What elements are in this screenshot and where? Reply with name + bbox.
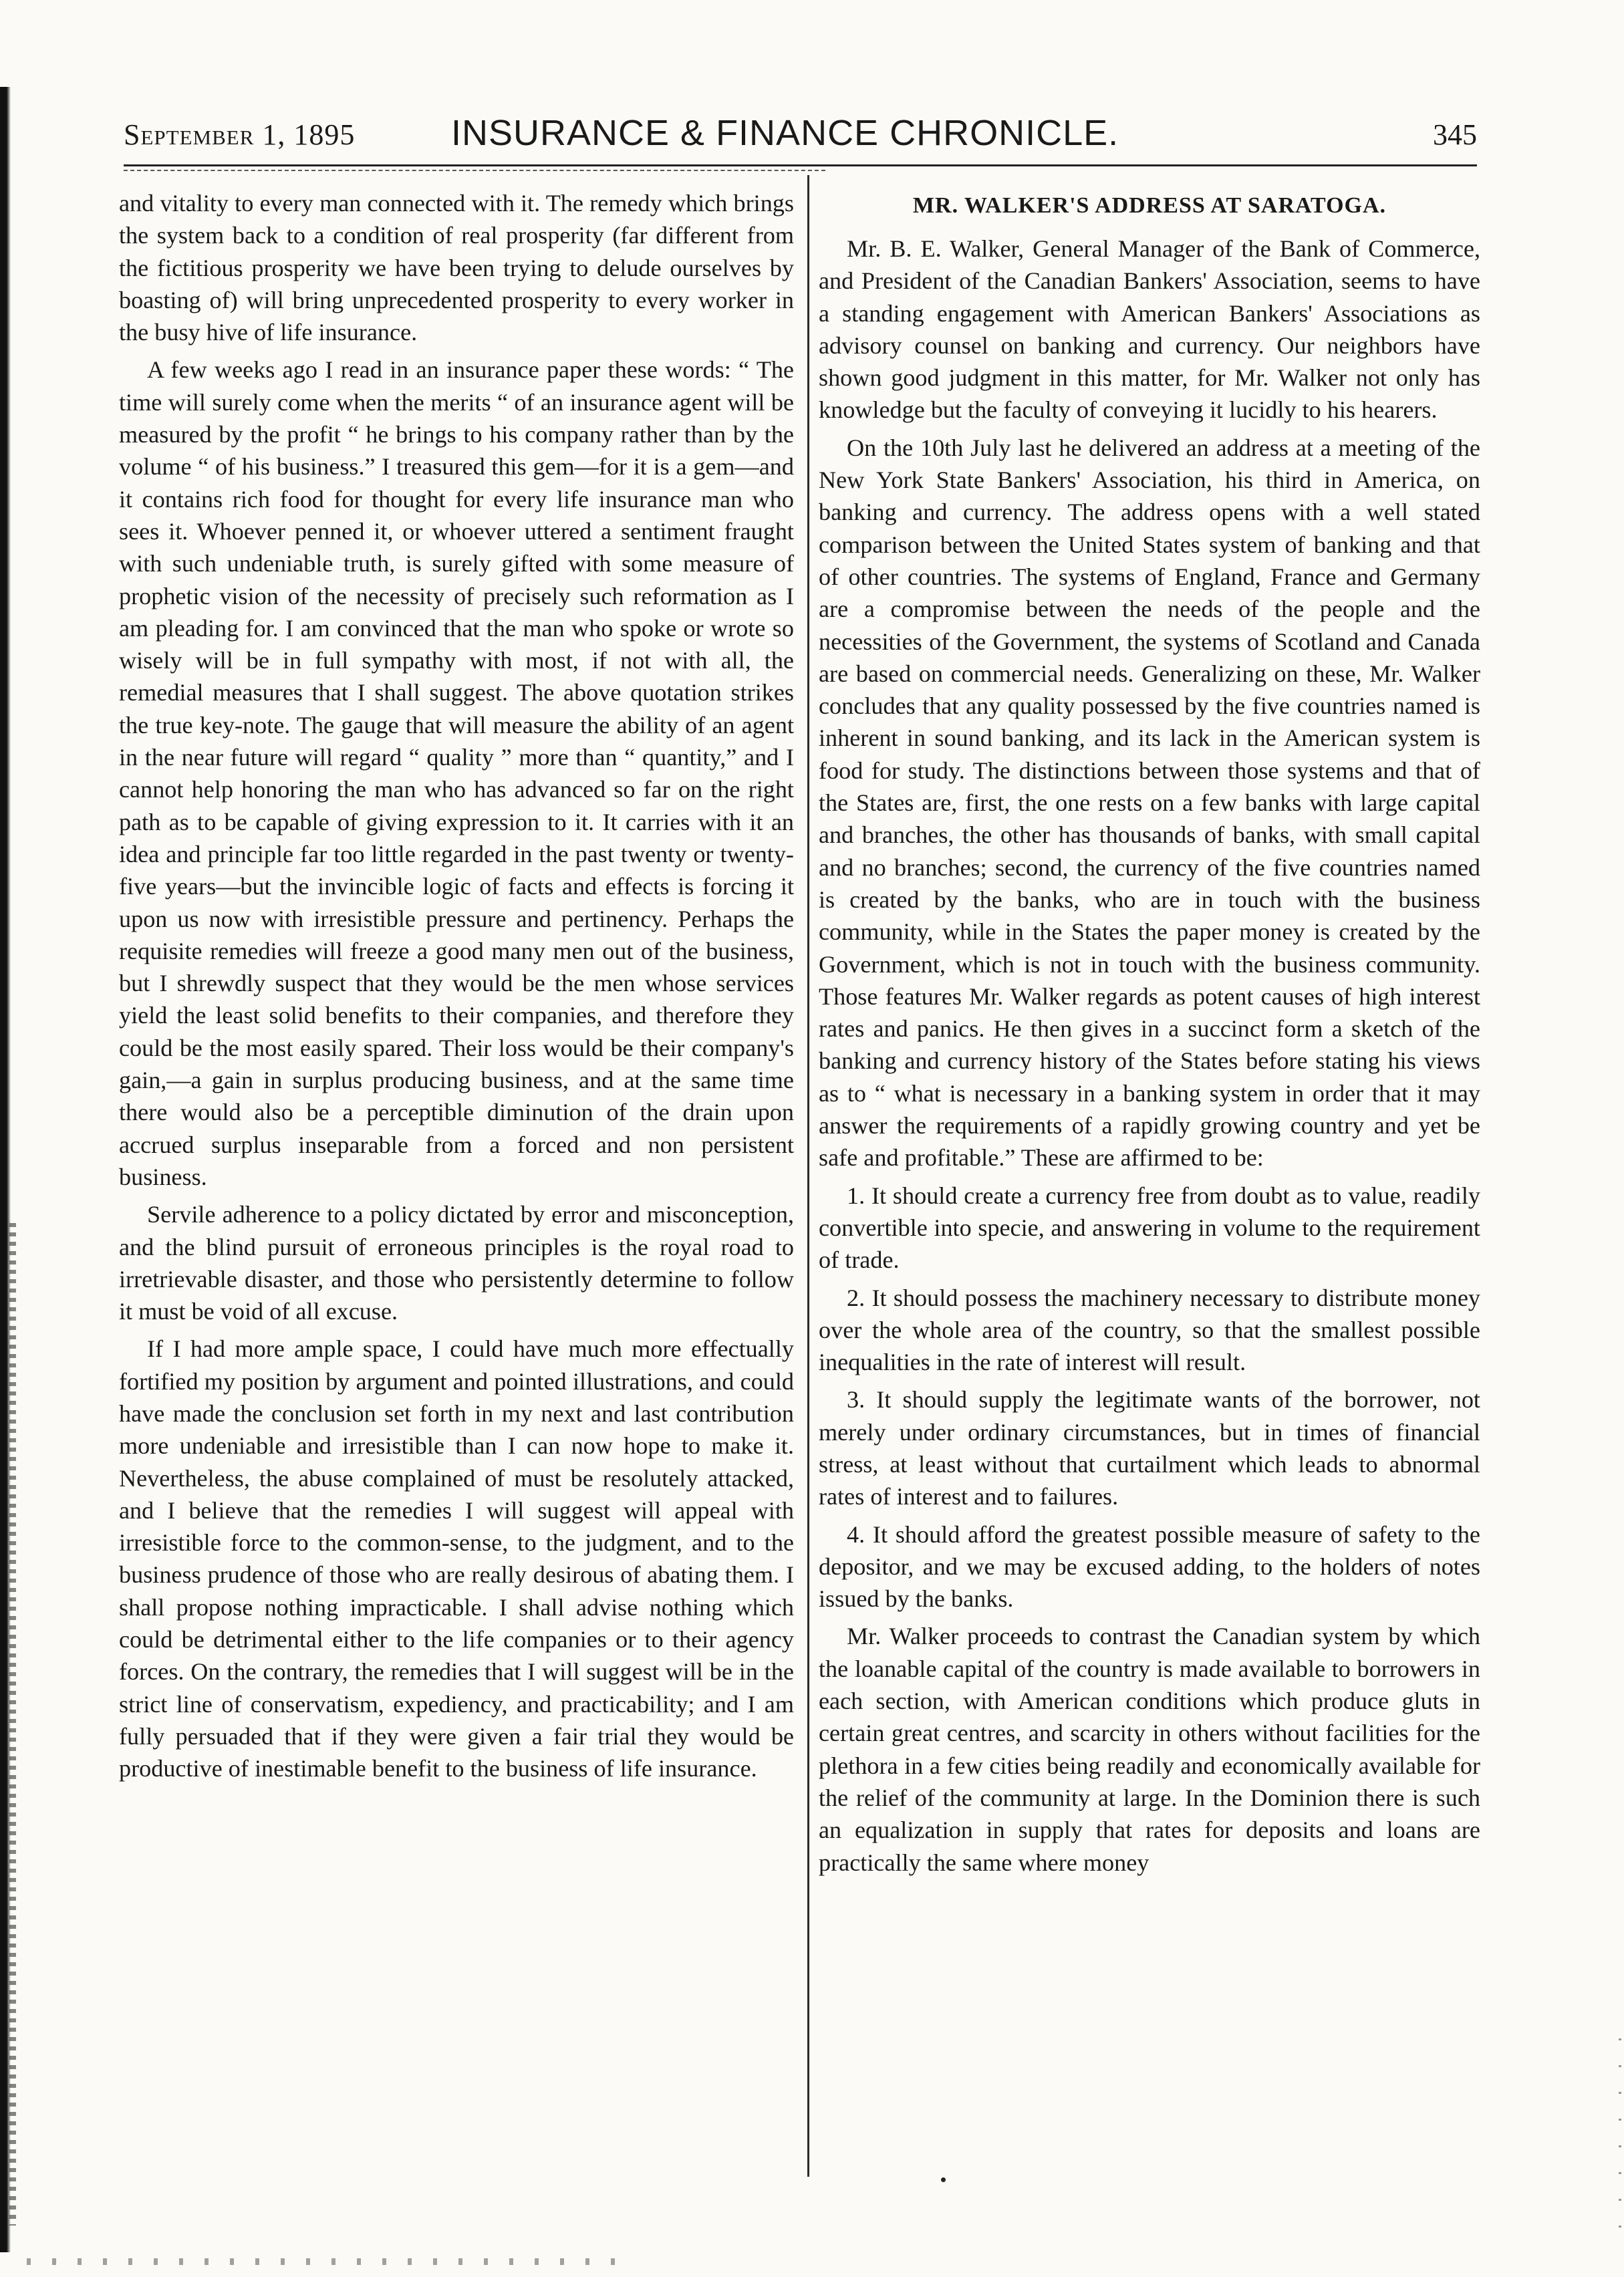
ink-speck xyxy=(941,2177,946,2182)
scan-edge-artifact-right xyxy=(1619,2038,1621,2239)
right-paragraph-3: Mr. Walker proceeds to contrast the Canadian system by which the loanable capital of the country is made available to borrowers in each section, with American conditions which produce gluts in certain great centres, and scarcity in others without facilities for the plethora in a few cities being readily and economically available for the relief of the community at large. In the Dominion there is such an equalization in supply that rates for deposits and loans are practically the same where money xyxy=(819,1623,1480,1876)
page-number: 345 xyxy=(1433,118,1477,151)
right-list-item-1: 1. It should create a currency free from doubt as to value, readily convertible into specie, and answering in volume to the requirement of trade. xyxy=(819,1182,1480,1274)
publication-title: INSURANCE & FINANCE CHRONICLE. xyxy=(451,113,1119,153)
scan-edge-artifact xyxy=(9,1223,16,2226)
left-paragraph-4: If I had more ample space, I could have much more effectually fortified my position by argument and pointed illustrations, and could have made the conclusion set forth in my next and last contribution more undeniable and irresistible than I can now hope to make it. Nevertheless, the abuse complained of must be resolutely attacked, and I believe that the remedies I will suggest will appeal with irresistible force to the common-sense, to the judgment, and to the business prudence of those who are really desirous of abating them. I shall propose nothing impracticable. I shall advise nothing which could be detrimental either to the life companies or to their agency forces. On the contrary, the remedies that I will suggest will be in the strict line of conservatism, expediency, and practicability; and I am fully persuaded that if they were given a fair trial they would be productive of inestimable benefit to the business of life insurance. xyxy=(119,1335,794,1782)
right-paragraph-2: On the 10th July last he delivered an address at a meeting of the New York State Bankers' Association, his third in America, on banking and currency. The address opens with a well stated comparison between the United States system of banking and that of other countries. The systems of England, France and Germany are a compromise between the needs of the people and the necessities of the Government, the systems of Scotland and Canada are based on commercial needs. Generalizing on these, Mr. Walker concludes that any quality possessed by the five countries named is inherent in sound banking, and its lack in the American system is food for study. The distinctions between those systems and that of the States are, first, the one rests on a few banks with large capital and branches, the other has thousands of banks, with small capital and no branches; second, the currency of the five countries named is created by the banks, who are in touch with the business community, while in the States the paper money is created by the Government, which is not in touch with the business community. Those features Mr. Walker regards as potent causes of high interest rates and panics. He then gives in a succinct form a sketch of the banking and currency history of the States before stating his views as to “ what is necessary in a banking system in order that it may answer the requirements of a rapidly growing country and yet be safe and profitable.” These are affirmed to be: xyxy=(819,434,1480,1172)
header-rule-secondary xyxy=(124,170,825,171)
issue-date: September 1, 1895 xyxy=(124,118,356,151)
left-paragraph-2: A few weeks ago I read in an insurance paper these words: “ The time will surely come when the merits “ of an insurance agent will be measured by the profit “ he brings to his company rather than by the volume “ of his business.” I treasured this gem—for it is a gem—and it contains rich food for thought for every life insurance man who sees it. Whoever penned it, or whoever uttered a sentiment fraught with such undeniable truth, is surely gifted with some measure of prophetic vision of the necessity of precisely such reformation as I am pleading for. I am convinced that the man who spoke or wrote so wisely will be in full sympathy with most, if not with all, the remedial measures that I shall suggest. The above quotation strikes the true key-note. The gauge that will measure the ability of an agent in the near future will regard “ quality ” more than “ quantity,” and I cannot help honoring the man who has advanced so far on the right path as to be capable of giving expression to it. It carries with it an idea and principle far too little regarded in the past twenty or twenty-five years—but the invincible logic of facts and effects is forcing it upon us now with irresistible pressure and pertinency. Perhaps the requisite remedies will freeze a good many men out of the business, but I shrewdly suspect that they would be the men whose services yield the least solid benefits to their companies, and therefore they could be the most easily spared. Their loss would be their company's gain,—a gain in surplus producing business, and at the same time there would also be a perceptible diminution of the drain upon accrued surplus inseparable from a forced and non persistent business. xyxy=(119,356,794,1190)
article-title: MR. WALKER'S ADDRESS AT SARATOGA. xyxy=(912,193,1387,218)
left-paragraph-1: and vitality to every man connected with it. The remedy which brings the system back to a condition of real prosperity (far different from the fictitious prosperity we have been trying to delude ourselves by boasting of) will bring unprecedented prosperity to every worker in the busy hive of life insurance. xyxy=(119,190,794,346)
left-paragraph-3: Servile adherence to a policy dictated by error and misconception, and the blind pursuit of erroneous principles is the royal road to irretrievable disaster, and those who persistently determine to follow it must be void of all excuse. xyxy=(119,1201,794,1325)
left-column xyxy=(119,187,794,1785)
running-head xyxy=(124,112,1477,159)
right-list-item-2: 2. It should possess the machinery necessary to distribute money over the whole area of the country, so that the smallest possible inequalities in the rate of interest will result. xyxy=(819,1284,1480,1376)
right-list-item-4: 4. It should afford the greatest possible measure of safety to the depositor, and we may be excused adding, to the holders of notes issued by the banks. xyxy=(819,1520,1480,1613)
right-list-item-3: 3. It should supply the legitimate wants of the borrower, not merely under ordinary circumstances, but in times of financial stress, at least without that curtailment which leads to abnormal rates of interest and to failures. xyxy=(819,1386,1480,1510)
header-rule xyxy=(124,164,1477,166)
scan-bottom-artifact xyxy=(27,2258,628,2265)
right-column xyxy=(819,187,1480,1879)
right-paragraph-1: Mr. B. E. Walker, General Manager of the Bank of Commerce, and President of the Canadian Bankers' Association, seems to have a standing engagement with American Bankers' Associations as advisory counsel on banking and currency. Our neighbors have shown good judgment in this matter, for Mr. Walker not only has knowledge but the faculty of conveying it lucidly to his hearers. xyxy=(819,235,1480,424)
column-divider xyxy=(807,175,809,2177)
